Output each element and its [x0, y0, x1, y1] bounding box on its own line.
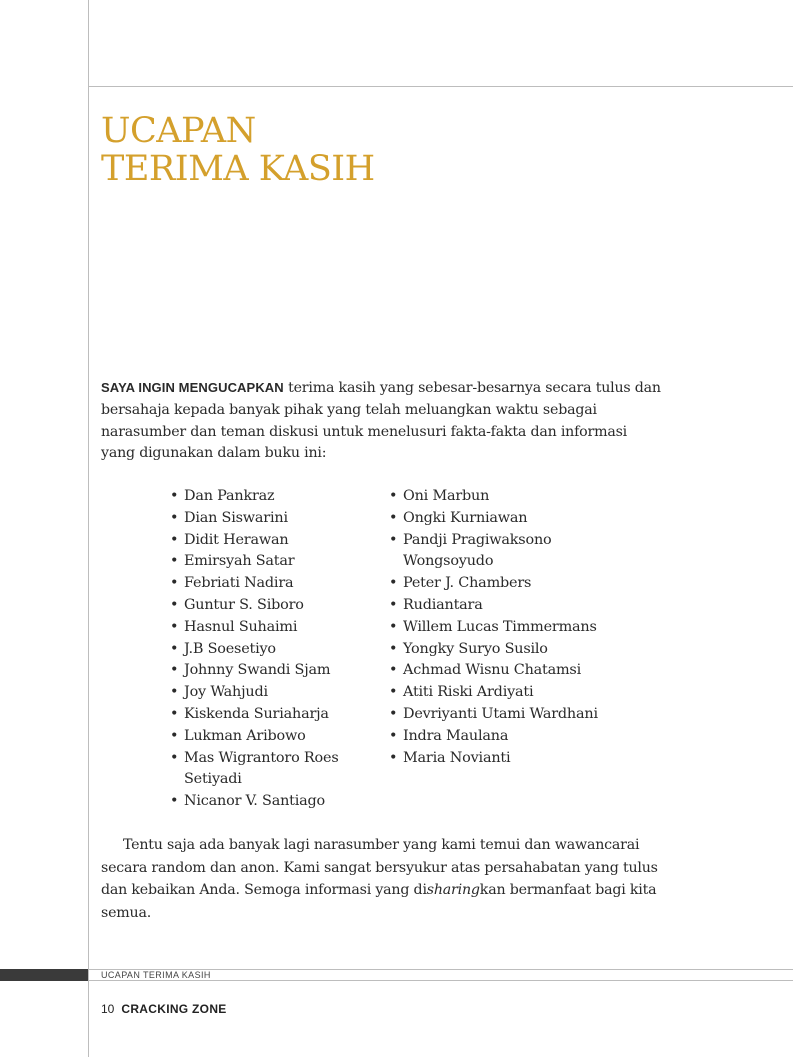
list-item: • Yongky Suryo Susilo — [389, 639, 619, 661]
list-item: • Achmad Wisnu Chatamsi — [389, 660, 619, 682]
list-item: • Febriati Nadira — [170, 573, 360, 595]
intro-lead-caps: SAYA INGIN MENGUCAPKAN — [101, 380, 284, 395]
list-item: • Oni Marbun — [389, 486, 619, 508]
list-item: • Dan Pankraz — [170, 486, 360, 508]
list-item: • Hasnul Suhaimi — [170, 617, 360, 639]
intro-body: terima kasih yang sebesar-besarnya secara tulus dan bersahaja kepada banyak pihak yang telah meluangkan waktu sebagai narasumber dan teman diskusi untuk menelusuri fakta-fakta dan informasi yang digunakan dalam buku ini: — [101, 380, 661, 462]
page-title — [101, 112, 375, 188]
list-item: • Peter J. Chambers — [389, 573, 619, 595]
list-item: • Ongki Kurniawan — [389, 508, 619, 530]
intro-paragraph — [101, 377, 661, 465]
margin-vertical-rule — [88, 0, 89, 1057]
book-title: CRACKING ZONE — [121, 1002, 227, 1016]
list-item: • Didit Herawan — [170, 530, 360, 552]
list-item: • Johnny Swandi Sjam — [170, 660, 360, 682]
list-item: • Guntur S. Siboro — [170, 595, 360, 617]
page-number: 10 — [101, 1002, 115, 1016]
list-item: • Willem Lucas Timmermans — [389, 617, 619, 639]
page-title-line-2: TERIMA KASIH — [101, 149, 375, 189]
folio — [101, 1002, 227, 1016]
acknowledgement-list-right — [389, 486, 619, 769]
list-item: • Rudiantara — [389, 595, 619, 617]
list-item: • Indra Maulana — [389, 726, 619, 748]
closing-text-italic: sharing — [426, 882, 480, 898]
list-item: • Joy Wahjudi — [170, 682, 360, 704]
footer-dark-bar — [0, 969, 88, 981]
running-section-label: UCAPAN TERIMA KASIH — [101, 970, 211, 980]
list-item: • Lukman Aribowo — [170, 726, 360, 748]
footer-rule-bottom — [88, 980, 793, 981]
list-item: • J.B Soesetiyo — [170, 639, 360, 661]
list-item: • Emirsyah Satar — [170, 551, 360, 573]
closing-text-start: Tentu saja ada banyak lagi narasumber yang kami temui dan wawancarai secara random dan anon. Kami sangat bersyukur atas persahabatan yang tulus dan kebaikan Anda. Semoga informasi yang di — [101, 837, 658, 898]
list-item: • Mas Wigrantoro Roes Setiyadi — [170, 748, 360, 792]
header-horizontal-rule — [88, 86, 793, 87]
list-item: • Kiskenda Suriaharja — [170, 704, 360, 726]
page-title-line-1: UCAPAN — [101, 111, 256, 151]
list-item: • Devriyanti Utami Wardhani — [389, 704, 619, 726]
closing-paragraph — [101, 834, 661, 924]
list-item: • Dian Siswarini — [170, 508, 360, 530]
acknowledgement-list-left — [170, 486, 360, 813]
closing-text-end: kan bermanfaat bagi kita semua. — [101, 882, 657, 921]
list-item: • Maria Novianti — [389, 748, 619, 770]
list-item: • Atiti Riski Ardiyati — [389, 682, 619, 704]
list-item: • Nicanor V. Santiago — [170, 791, 360, 813]
list-item: • Pandji Pragiwaksono Wongsoyudo — [389, 530, 619, 574]
